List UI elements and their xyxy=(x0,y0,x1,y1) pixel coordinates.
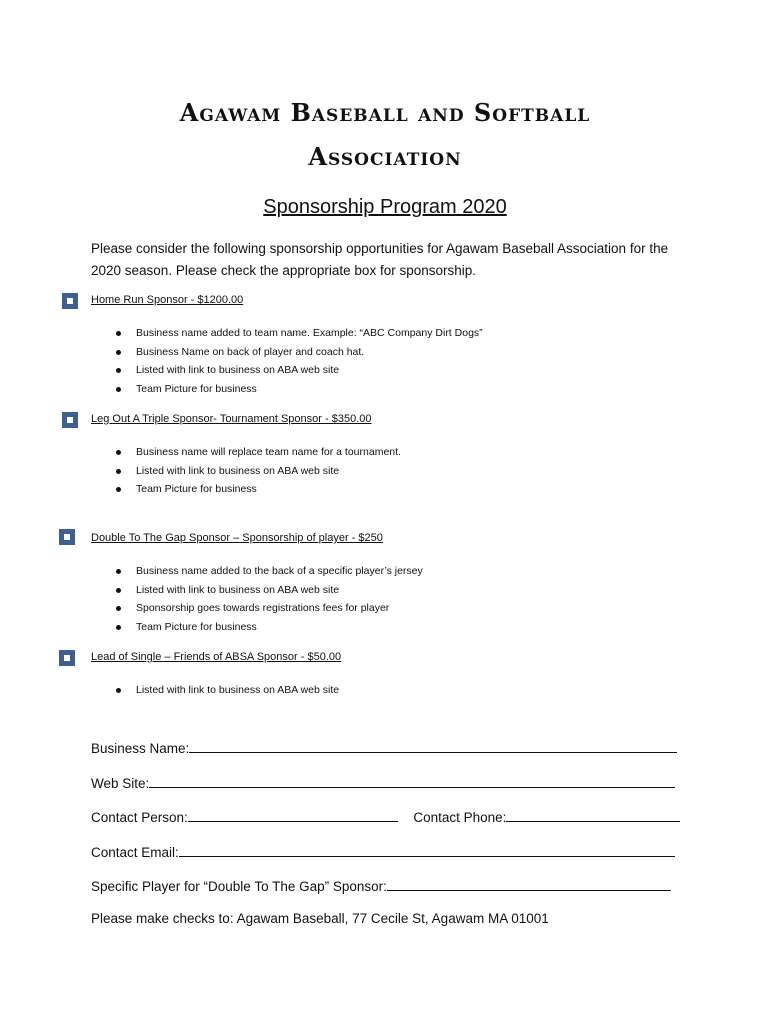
sponsor-title: Double To The Gap Sponsor – Sponsorship of player - $250 xyxy=(91,532,383,544)
specific-player-row xyxy=(91,876,671,896)
page-title-line2: Association xyxy=(308,142,462,171)
intro-paragraph: Please consider the following sponsorship opportunities for Agawam Baseball Association for the 2020 season. Please check the appropriate box for sponsorship. xyxy=(91,241,669,278)
double-gap-checkbox[interactable] xyxy=(59,529,75,545)
bullet-icon xyxy=(116,350,121,355)
leg-out-triple-checkbox[interactable] xyxy=(62,412,78,428)
contact-phone-label: Contact Phone: xyxy=(413,810,507,825)
bullet-icon xyxy=(116,387,121,392)
business-name-field[interactable] xyxy=(189,738,677,753)
specific-player-field[interactable] xyxy=(387,876,671,891)
bullet-icon xyxy=(116,569,121,574)
bullet-icon xyxy=(116,368,121,373)
business-name-row xyxy=(91,738,677,758)
sponsor-title: Home Run Sponsor - $1200.00 xyxy=(91,294,244,306)
bullet-icon xyxy=(116,688,121,693)
bullet-icon xyxy=(116,606,121,611)
contact-email-field[interactable] xyxy=(179,842,675,857)
page-subtitle: Sponsorship Program 2020 xyxy=(263,196,507,218)
contact-person-field[interactable] xyxy=(188,807,398,822)
bullet-icon xyxy=(116,625,121,630)
home-run-checkbox[interactable] xyxy=(62,293,78,309)
page-title-line1: Agawam Baseball and Softball xyxy=(179,98,591,127)
web-site-label: Web Site: xyxy=(91,776,150,791)
bullet-icon xyxy=(116,487,121,492)
lead-single-checkbox[interactable] xyxy=(59,650,75,666)
contact-phone-field[interactable] xyxy=(506,807,680,822)
business-name-label: Business Name: xyxy=(91,741,190,756)
sponsor-title: Leg Out A Triple Sponsor- Tournament Sponsor - $350.00 xyxy=(91,413,372,425)
sponsorship-form-page: Agawam Baseball and Softball Association Sponsorship Program 2020 Please consider the following sponsorship opportunities for Agawam Baseball Association for the 2020 season. Please check the appropriate box for sponsorship. Home Run Sponsor - $1200.00 Business name added to team name. Example: “ABC Company Dirt Dogs” Business Name on back of player and coach hat. Listed with link to business on ABA web site Team Picture for business Leg Out A Triple Sponsor- Tournament Sponsor - $350.00 Business name will replace team name for a tournament. Listed with link to business on ABA web site Team Picture for business Double To The Gap Sponsor – Sponsorship of player - $250 Business name added to the back of a specific player’s jersey Listed with link to business on ABA web site Sponsorship goes towards registrations fees for player Team Picture for business Lead of Single – Friends of ABSA Sponsor - $50.00 Listed with link to business on ABA web site Business Name: Web Site: Contact Person: Contact Phone: Contact Email: Specific Player for “Double To The Gap” Sponsor: Please make checks to: Agawam Baseball, 77 Cecile St, Agawam MA 01001 xyxy=(0,0,770,1024)
sponsor-title: Lead of Single – Friends of ABSA Sponsor - $50.00 xyxy=(91,651,342,663)
contact-person-label: Contact Person: xyxy=(91,810,188,825)
web-site-field[interactable] xyxy=(149,773,675,788)
bullet-icon xyxy=(116,588,121,593)
bullet-icon xyxy=(116,450,121,455)
specific-player-label: Specific Player for “Double To The Gap” Sponsor: xyxy=(91,879,387,894)
contact-email-label: Contact Email: xyxy=(91,845,179,860)
bullet-icon xyxy=(116,469,121,474)
web-site-row xyxy=(91,773,675,793)
contact-email-row xyxy=(91,842,675,862)
bullet-icon xyxy=(116,331,121,336)
checks-payable-note: Please make checks to: Agawam Baseball, 77 Cecile St, Agawam MA 01001 xyxy=(91,911,549,926)
contact-row xyxy=(91,807,680,827)
